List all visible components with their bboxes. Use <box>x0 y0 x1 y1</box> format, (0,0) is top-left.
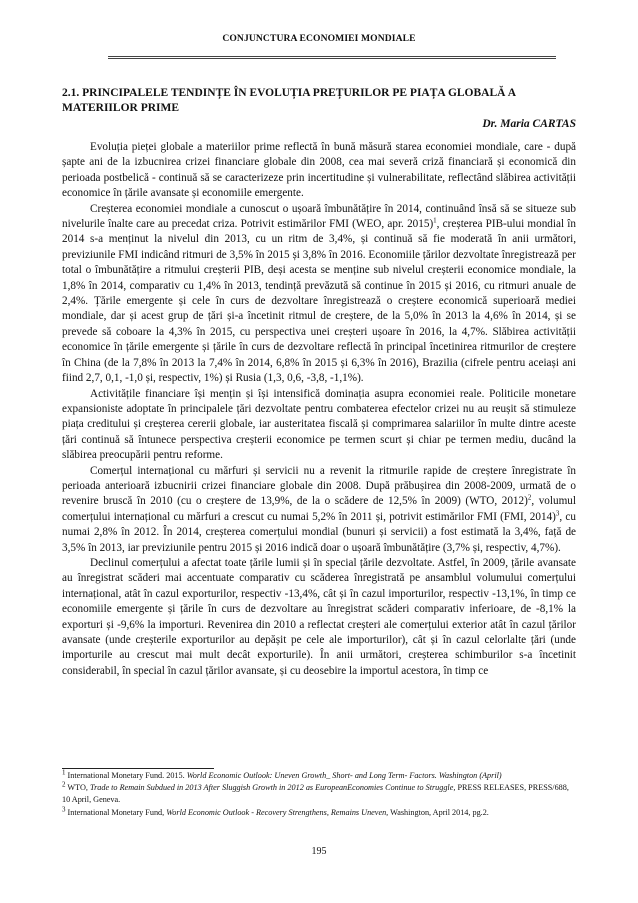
footnote-ref-3[interactable]: 3 <box>555 509 560 518</box>
author-name: Dr. Maria CARTAS <box>482 118 576 130</box>
paragraph-4-text-c: , cu numai 2,8% în 2012. În 2014, creșterea comerțului mondial (bunuri și servicii) a fost estimată la 3,4%, față de 3,5% în 2013, iar previziunile pentru 2015 și 2016 indică doar o ușoară îmbunătățire (3,7% și, respectiv, 4,7%). <box>62 510 576 554</box>
paragraph-2-text-a: Creșterea economiei mondiale a cunoscut o ușoară îmbunătățire în 2014, continuând însă să se situeze sub nivelurile înalte care au precedat criza. Potrivit estimărilor FMI (WEO, apr. 2015) <box>62 202 576 231</box>
paragraph-1: Evoluția pieței globale a materiilor prime reflectă în bună măsură starea economiei mondiale, care - după șapte ani de la izbucnirea crizei financiare globale din 2008, cea mai severă criză financiară și economică din perioada postbelică - continuă să se caracterizeze prin incertitudine și vulnerabilitate, reflectând slăbirea activității economice în țările avansate și economiile emergente. <box>62 141 576 200</box>
footnote-3-number: 3 <box>62 804 66 813</box>
footnote-3 <box>62 804 576 819</box>
paragraph-4-text-b: , volumul comerțului internațional cu mărfuri a crescut cu numai 5,2% în 2011 și, potrivit estimărilor FMI (FMI, 2014) <box>62 495 576 523</box>
body-text <box>62 140 576 679</box>
footnote-1 <box>62 770 576 782</box>
footnote-1-text: International Monetary Fund. 2015. <box>65 771 187 780</box>
footnote-rule <box>62 768 214 769</box>
paragraph-4 <box>62 464 576 556</box>
footnote-2 <box>62 782 576 806</box>
footnote-2-title: Trade to Remain Subdued in 2013 After Sluggish Growth in 2012 as EuropeanEconomies Continue to Struggle, <box>90 783 456 793</box>
footnote-3-text: International Monetary Fund, <box>65 807 167 817</box>
running-header: CONJUNCTURA ECONOMIEI MONDIALE <box>222 33 416 44</box>
footnote-ref-1[interactable]: 1 <box>433 216 437 225</box>
footnotes <box>62 770 576 819</box>
paragraph-2-text-b: , creșterea PIB-ului mondial în 2014 s-a menținut la nivelul din 2013, cu un ritm de 3,4%, și continuă să fie moderată în anii următori, previziunile FMI indicând ritmuri de 3,5% în 2015 și 3,8% în 2016. Economiile țărilor dezvoltate înregistrează per total o îmbunătățire a ritmului creșterii PIB, deși acesta se menține sub nivelul creșterii economice mondiale, la 1,8% în 2014, comparativ cu 1,4% în 2013, tendință prevăzută să continue în 2015 și 2016, cu ritmuri anuale de 2,4%. Țările emergente și cele în curs de dezvoltare înregistrează o creștere economică superioară mediei mondiale, dar și acest grup de țări și-a încetinit ritmul de creștere, de la 5,0% în 2013 la 4,6% în 2014, și se prevede să coboare la 4,3% în 2015, cu perspectiva unei creșteri ușoare în 2016, la 4,7%. Slăbirea activității economice în țările emergente și țările în curs de dezvoltare reflectă în principal încetinirea ritmurilor de creștere în China (de la 7,8% în 2013 la 7,4% în 2014, 6,8% în 2015 și 6,3% în 2016), Brazilia (cifrele pentru aceiași ani fiind 2,7, 0,1, -1,0 și, respectiv, 1%) și Rusia (1,3, 0,6, -3,8, -1,1%). <box>62 218 576 385</box>
paragraph-4-text-a: Comerțul internațional cu mărfuri și servicii nu a revenit la ritmurile rapide de creștere înregistrate în perioada anterioară izbucnirii crizei financiare globale din 2008. După prăbușirea din 2008-2009, urmată de o revenire bruscă în 2010 (cu o creștere de 13,9%, de la o scădere de 12,5% în 2009) (WTO, 2012) <box>62 464 576 508</box>
footnote-2-text: WTO, <box>65 783 90 793</box>
footnote-ref-2[interactable]: 2 <box>527 493 532 502</box>
header-rule <box>108 56 556 59</box>
section-title: 2.1. PRINCIPALELE TENDINȚE ÎN EVOLUȚIA PREȚURILOR PE PIAȚA GLOBALĂ A MATERIILOR PRIME <box>62 87 516 114</box>
footnote-2-source: PRESS RELEASES, PRESS/688, 10 April, Geneva. <box>62 783 569 805</box>
paragraph-5: Declinul comerțului a afectat toate țările lumii și în special țările dezvoltate. Astfel, în 2009, țările avansate au înregistrat scăderi mai accentuate comparativ cu scăderea înregistrată pe ansamblul volumului comerțului internațional, atât în cazul exporturilor, respectiv -13,4%, cât și în cazul importurilor, respectiv -13,1%, în timp ce economiile emergente și țările în curs de dezvoltare au înregistrat scăderi comparativ inferioare, de -8,1% la exporturi și -9,6% la importuri. Revenirea din 2010 a reflectat creșteri ale comerțului exterior atât în cazul țărilor avansate (unde creșterile exporturilor au depășit pe cele ale importurilor), cât și în cazul celorlalte țări (unde importurile au crescut mai mult decât exporturile). În anii următori, creșterea schimburilor s-a încetinit considerabil, în special în cazul țărilor avansate, și cu deosebire la importul acestora, în timp ce <box>62 556 576 677</box>
paragraph-3: Activitățile financiare își mențin și își intensifică dominația asupra economiei reale. Politicile monetare expansioniste adoptate în principalele țări dezvoltate pentru combaterea efectelor crizei nu au reușit să stimuleze piața creditului și creșterea cererii globale, iar austeritatea fiscală și comprimarea salariilor în multe dintre aceste țări continuă să întunece perspectiva creșterii economice pe termen scurt și chiar pe termen mediu, ducând la slăbirea preocupării pentru reforme. <box>62 387 576 462</box>
paragraph-2 <box>62 202 576 387</box>
footnote-3-title: World Economic Outlook - Recovery Strengthens, Remains Uneven, <box>166 807 389 817</box>
page-number: 195 <box>311 846 327 857</box>
footnote-2-number: 2 <box>62 780 66 789</box>
footnote-3-source: Washington, April 2014, pg.2. <box>388 807 489 817</box>
footnote-1-title: World Economic Outlook: Uneven Growth_ Short- and Long Term- Factors. Washington (April) <box>186 771 502 780</box>
footnote-1-number: 1 <box>62 768 66 777</box>
